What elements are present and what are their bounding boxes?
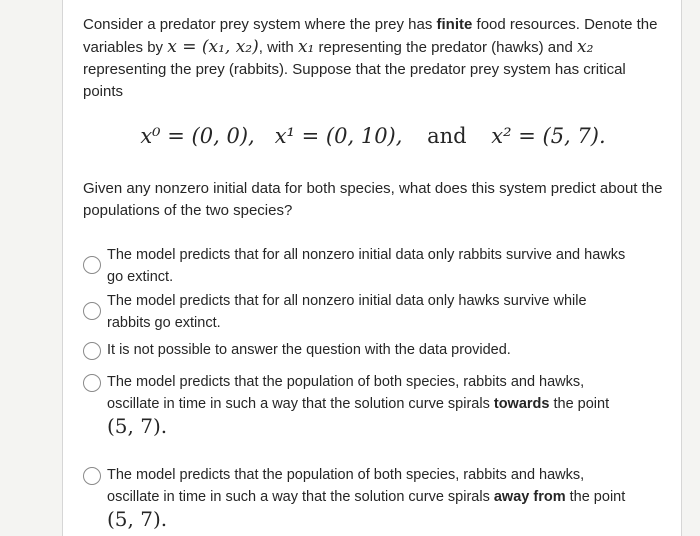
- radio-option-1[interactable]: [83, 256, 101, 274]
- option-5-text[interactable]: The model predicts that the population of both species, rabbits and hawks, oscillate in time in such a way that the solution curve spirals away from the point (5, 7).: [107, 467, 626, 531]
- option-1-text[interactable]: The model predicts that for all nonzero initial data only rabbits survive and hawks go extinct.: [107, 247, 626, 285]
- question-card: [62, 0, 682, 536]
- critical-points-equation: x⁰ = (0, 0), x¹ = (0, 10), and x² = (5, 7).: [140, 124, 606, 148]
- radio-option-3[interactable]: [83, 342, 101, 360]
- radio-option-4[interactable]: [83, 374, 101, 392]
- option-4-text[interactable]: The model predicts that the population of both species, rabbits and hawks, oscillate in time in such a way that the solution curve spirals towards the point (5, 7).: [107, 374, 610, 438]
- radio-option-5[interactable]: [83, 467, 101, 485]
- radio-option-2[interactable]: [83, 302, 101, 320]
- option-3-text[interactable]: It is not possible to answer the question with the data provided.: [107, 342, 511, 358]
- question-intro: Consider a predator prey system where the prey has finite food resources. Denote the variables by x = (x₁, x₂), with x₁ representing the predator (hawks) and x₂ representing the prey (rabbits). Suppose that the predator prey system has critical points: [83, 16, 658, 100]
- question-prompt: Given any nonzero initial data for both species, what does this system predict about the populations of the two species?: [83, 180, 663, 219]
- option-2-text[interactable]: The model predicts that for all nonzero initial data only hawks survive while rabbits go extinct.: [107, 293, 587, 331]
